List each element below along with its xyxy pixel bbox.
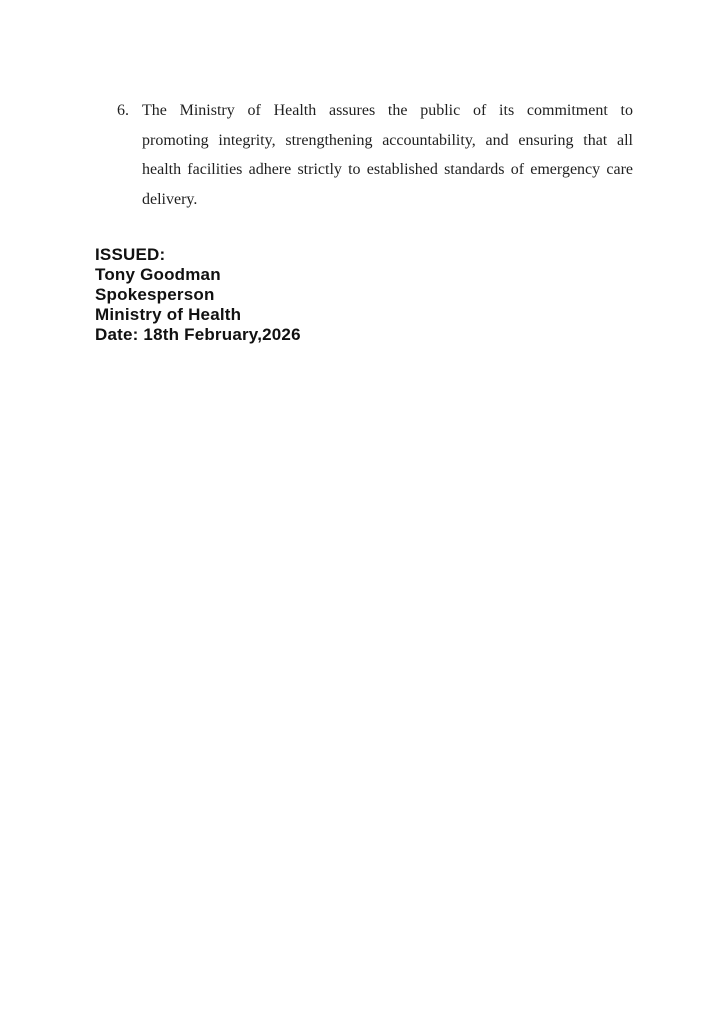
issued-label: ISSUED: (95, 245, 166, 264)
paragraph-line-2: promoting integrity, strengthening accountability, and ensuring that all (142, 131, 633, 149)
paragraph-text (142, 96, 633, 214)
paragraph-line-3: health facilities adhere strictly to established standards of emergency care (142, 161, 633, 178)
organization-name: Ministry of Health (95, 305, 242, 324)
paragraph-line-4: delivery. (142, 190, 198, 208)
signature-block (95, 245, 301, 345)
issue-date: Date: 18th February,2026 (95, 325, 301, 344)
list-item-number: 6. (117, 102, 129, 119)
spokesperson-name: Tony Goodman (95, 265, 221, 284)
numbered-paragraph (117, 96, 633, 214)
spokesperson-title: Spokesperson (95, 285, 215, 304)
paragraph-line-1: The Ministry of Health assures the public of its commitment to (142, 102, 633, 119)
